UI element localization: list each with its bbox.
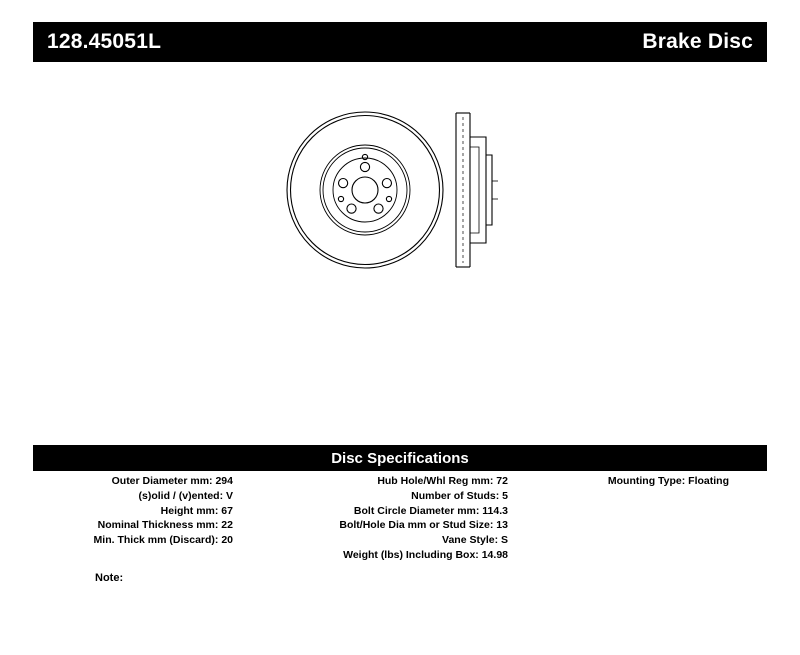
page-title: Brake Disc [642, 30, 753, 53]
spec-item: Height mm: 67 [160, 504, 233, 517]
spec-item: Mounting Type: Floating [607, 475, 729, 487]
note-label: Note: [95, 572, 124, 584]
technical-drawing [280, 95, 540, 285]
disc-specifications-bar [33, 445, 767, 471]
disc-specifications-title: Disc Specifications [331, 449, 469, 467]
spec-item: Weight (lbs) Including Box: 14.98 [343, 548, 508, 561]
rotor-face-view [287, 112, 443, 268]
rotor-drawing-svg [280, 95, 540, 285]
part-number: 128.45051L [47, 30, 162, 53]
header-bar [33, 22, 767, 62]
specifications-columns [33, 474, 767, 594]
spec-item: Vane Style: S [442, 534, 508, 547]
rotor-edge-view [456, 113, 498, 267]
spec-column-middle [238, 474, 508, 563]
spec-item: Outer Diameter mm: 294 [111, 475, 233, 487]
spec-item: Bolt/Hole Dia mm or Stud Size: 13 [339, 519, 508, 532]
spec-item: (s)olid / (v)ented: V [138, 489, 233, 502]
spec-item: Number of Studs: 5 [411, 489, 508, 502]
spec-column-left [33, 474, 233, 548]
spec-item: Nominal Thickness mm: 22 [97, 519, 233, 532]
spec-column-right [523, 474, 767, 489]
spec-item: Min. Thick mm (Discard): 20 [93, 534, 233, 547]
spec-item: Hub Hole/Whl Reg mm: 72 [377, 475, 508, 487]
spec-item: Bolt Circle Diameter mm: 114.3 [353, 504, 508, 517]
